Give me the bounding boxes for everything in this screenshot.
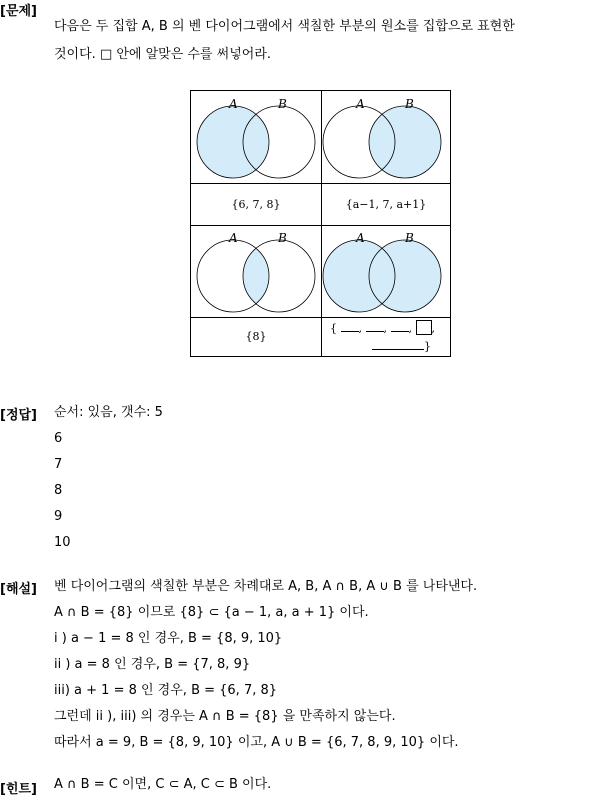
brace-open: { xyxy=(330,322,337,335)
answer-tag: [정답] xyxy=(0,408,37,423)
venn-diagram-intersection xyxy=(191,226,321,317)
explanation-line-2: A ∩ B = {8} 이므로 {8} ⊂ {a − 1, a, a + 1} 이다. xyxy=(54,605,369,620)
answer-value-1: 6 xyxy=(54,431,63,446)
venn-label-b: B xyxy=(278,231,287,245)
venn-diagram-a xyxy=(191,91,321,183)
venn-label-a: A xyxy=(229,231,238,245)
separator: , xyxy=(431,322,435,335)
answer-box-4 xyxy=(416,320,432,335)
venn-diagram-union xyxy=(322,226,450,317)
explanation-line-3: i ) a − 1 = 8 인 경우, B = {8, 9, 10} xyxy=(54,631,283,646)
venn-label-a: A xyxy=(356,97,365,111)
answer-blank-2 xyxy=(366,320,384,332)
explanation-line-6: 그런데 ii ), iii) 의 경우는 A ∩ B = {8} 을 만족하지 않는다. xyxy=(54,709,396,724)
answer-value-5: 10 xyxy=(54,535,71,550)
separator: , xyxy=(383,322,387,335)
problem-text-line-2: 것이다. □ 안에 알맞은 수를 써넣어라. xyxy=(54,47,272,62)
caption-union xyxy=(322,318,450,356)
union-blanks-row-1 xyxy=(330,320,435,335)
answer-value-4: 9 xyxy=(54,509,63,524)
hint-text: A ∩ B = C 이면, C ⊂ A, C ⊂ B 이다. xyxy=(54,777,272,792)
explanation-line-1: 벤 다이어그램의 색칠한 부분은 차례대로 A, B, A ∩ B, A ∪ B 를 나타낸다. xyxy=(54,579,478,594)
explanation-line-5: iii) a + 1 = 8 인 경우, B = {6, 7, 8} xyxy=(54,683,278,698)
caption-intersection: {8} xyxy=(245,330,267,343)
caption-a: {6, 7, 8} xyxy=(231,198,281,211)
venn-diagram-b xyxy=(322,91,450,183)
venn-table xyxy=(190,90,451,357)
answer-value-3: 8 xyxy=(54,483,63,498)
union-blanks-row-2 xyxy=(372,338,431,353)
venn-label-b: B xyxy=(278,97,287,111)
venn-label-a: A xyxy=(229,97,238,111)
separator: , xyxy=(358,322,362,335)
answer-blank-1 xyxy=(341,320,359,332)
brace-close: } xyxy=(424,340,431,353)
hint-tag: [힌트] xyxy=(0,782,37,797)
venn-label-a: A xyxy=(356,231,365,245)
problem-text-line-1: 다음은 두 집합 A, B 의 벤 다이어그램에서 색칠한 부분의 원소를 집합으로 표현한 xyxy=(54,19,515,34)
venn-label-b: B xyxy=(405,231,414,245)
explanation-line-4: ii ) a = 8 인 경우, B = {7, 8, 9} xyxy=(54,657,251,672)
explanation-line-7: 따라서 a = 9, B = {8, 9, 10} 이고, A ∪ B = {6, 7, 8, 9, 10} 이다. xyxy=(54,735,459,750)
answer-blank-3 xyxy=(391,320,409,332)
problem-tag: [문제] xyxy=(0,4,37,19)
separator: , xyxy=(408,322,412,335)
answer-value-2: 7 xyxy=(54,457,63,472)
venn-label-b: B xyxy=(405,97,414,111)
answer-blank-5 xyxy=(372,338,424,350)
caption-b: {a−1, 7, a+1} xyxy=(345,198,427,211)
answer-header: 순서: 있음, 갯수: 5 xyxy=(54,405,163,420)
explanation-tag: [해설] xyxy=(0,582,37,597)
